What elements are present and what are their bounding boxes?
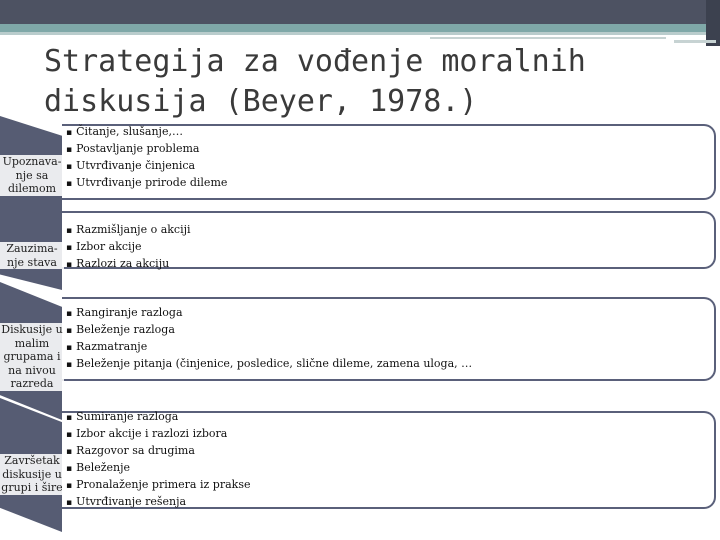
header-band-teal [0,24,720,32]
list-item: ▪ Utvrđivanje činjenica [66,158,227,175]
slide-title: Strategija za vođenje moralnih diskusija (Beyer, 1978.) [44,44,586,119]
stage-2-list [66,222,191,273]
list-item: ▪ Sumiranje razloga [66,409,250,426]
list-item: ▪ Beleženje pitanja (činjenice, posledice, slične dileme, zamena uloga, … [66,356,472,373]
list-item: ▪ Pronalaženje primera iz prakse [66,477,250,494]
list-item: ▪ Razlozi za akciju [66,256,191,273]
stage-1-list [66,124,227,192]
stage-3-list [66,305,472,373]
stage-4-list [66,409,250,511]
header-band-thin [0,32,720,35]
list-item: ▪ Razgovor sa drugima [66,443,250,460]
list-item: ▪ Beleženje [66,460,250,477]
list-item: ▪ Utvrđivanje prirode dileme [66,175,227,192]
list-item: ▪ Razmišljanje o akciji [66,222,191,239]
list-item: ▪ Čitanje, slušanje,… [66,124,227,141]
stage-1-label: Upoznava- nje sa dilemom [0,155,64,196]
list-item: ▪ Postavljanje problema [66,141,227,158]
stage-2-label: Zauzima- nje stava [0,242,64,269]
list-item: ▪ Izbor akcije [66,239,191,256]
list-item: ▪ Izbor akcije i razlozi izbora [66,426,250,443]
stage-4-label: Završetak diskusije u grupi i šire [1,454,63,494]
list-item: ▪ Rangiranje razloga [66,305,472,322]
stage-3-label: Diskusije u malim grupama i na nivou razreda [1,323,63,390]
header-accent-line [430,37,666,39]
list-item: ▪ Beleženje razloga [66,322,472,339]
list-item: ▪ Razmatranje [66,339,472,356]
header-band-dark [0,0,720,24]
list-item: ▪ Utvrđivanje rešenja [66,494,250,511]
